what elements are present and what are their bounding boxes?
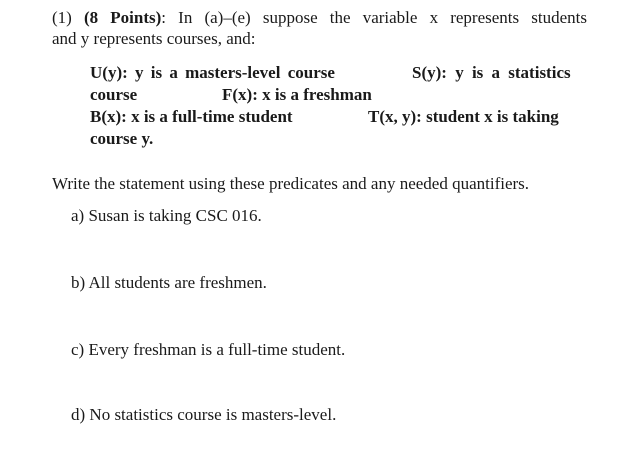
instruction-text: Write the statement using these predicates and any needed quantifiers. xyxy=(52,174,530,193)
predicate-s-continued: course xyxy=(90,85,138,104)
problem-points: (8 Points) xyxy=(83,8,162,27)
problem-intro-line-1 xyxy=(52,8,587,28)
predicate-s: S(y): y is a statistics xyxy=(412,63,571,82)
problem-intro-text: : In (a)–(e) suppose the variable x represents students xyxy=(161,8,588,27)
predicate-b: B(x): x is a full-time student xyxy=(90,107,293,126)
predicate-u: U(y): y is a masters-level course xyxy=(90,63,335,82)
part-b: b) All students are freshmen. xyxy=(71,273,267,292)
problem-number: (1) xyxy=(52,8,72,27)
predicate-t-continued: course y. xyxy=(90,129,154,148)
predicate-f: F(x): x is a freshman xyxy=(222,85,372,104)
part-c: c) Every freshman is a full-time student. xyxy=(71,340,346,359)
predicate-t: T(x, y): student x is taking xyxy=(368,107,559,126)
problem-intro-line-2: and y represents courses, and: xyxy=(52,29,256,48)
part-a: a) Susan is taking CSC 016. xyxy=(71,206,262,225)
part-d: d) No statistics course is masters-level. xyxy=(71,405,337,424)
